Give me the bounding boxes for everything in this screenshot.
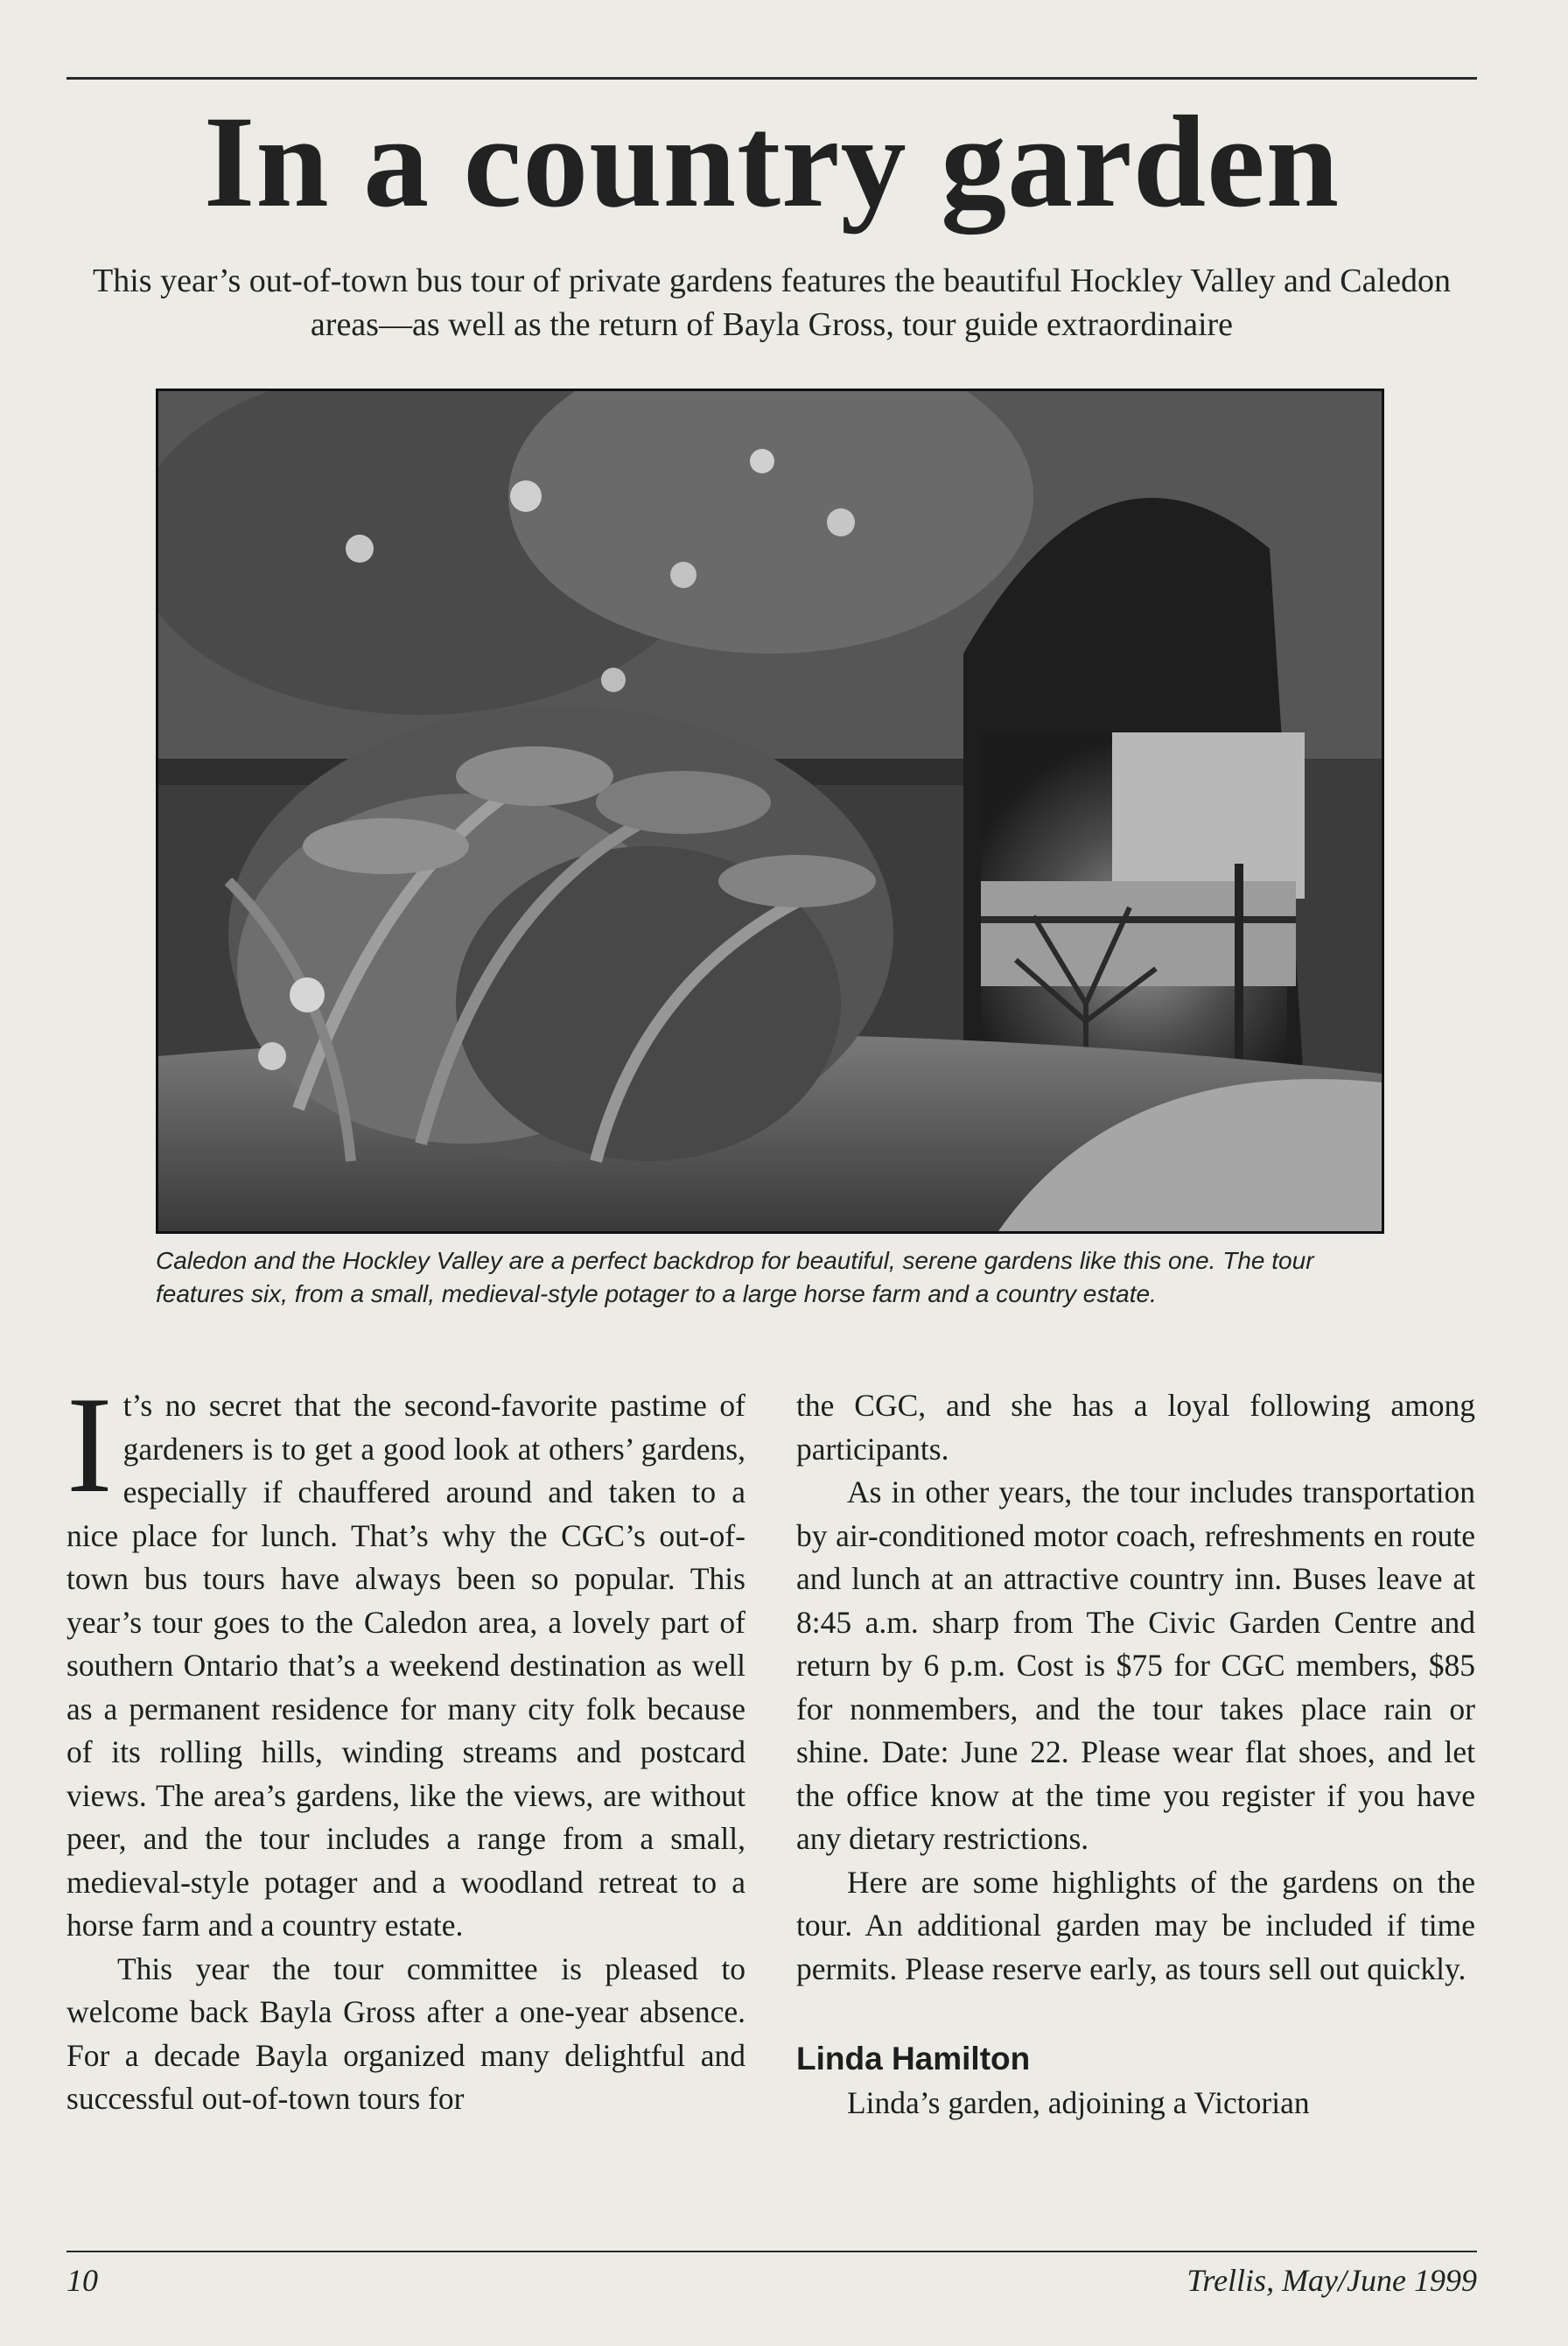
article-paragraph: Linda’s garden, adjoining a Victorian	[847, 2085, 1310, 2120]
publication-line: Trellis, May/June 1999	[1186, 2263, 1477, 2298]
photo-caption: Caledon and the Hockley Valley are a perfect backdrop for beautiful, serene gardens like this one. The tour features six, from a small, medieval-style potager to a large horse farm and a country estate.	[156, 1247, 1314, 1307]
garden-subhead: Linda Hamilton	[796, 2041, 1031, 2076]
spacer	[796, 1991, 1475, 2036]
paragraph-text: t’s no secret that the second-favorite pastime of gardeners is to get a good look at others’ gardens, especially if chauffered around and taken to a nice place for lunch. That’s why the CGC’s out-of-town bus tours have always been so popular. This year’s tour goes to the Caledon area, a lovely part of southern Ontario that’s a weekend destination as well as a permanent residence for many city folk because of its rolling hills, winding streams and postcard views. The area’s gardens, like the views, are without peer, and the tour includes a range from a small, medieval-style potager and a woodland retreat to a horse farm and a country estate.	[66, 1388, 746, 1943]
article-paragraph: As in other years, the tour includes transportation by air-conditioned motor coach, refreshments en route and lunch at an attractive country inn. Buses leave at 8:45 a.m. sharp from The Civic Garden Centre and return by 6 p.m. Cost is $75 for CGC members, $85 for nonmembers, and the tour takes place rain or shine. Date: June 22. Please wear flat shoes, and let the office know at the time you register if you have any dietary restrictions.	[796, 1474, 1475, 1856]
article-paragraph	[66, 1369, 746, 1948]
garden-photo-illustration	[158, 391, 1382, 1231]
headline: In a country garden	[203, 89, 1340, 235]
drop-cap: I	[66, 1369, 113, 1522]
article-paragraph: Here are some highlights of the gardens on the tour. An additional garden may be included if time permits. Please reserve early, as tours sell out quickly.	[796, 1864, 1475, 1986]
article-column-right	[796, 1384, 1475, 2125]
top-rule	[66, 77, 1477, 80]
article-paragraph: This year the tour committee is pleased to welcome back Bayla Gross after a one-year absence. For a decade Bayla organized many delightful and successful out-of-town tours for	[66, 1950, 746, 2116]
deck: This year’s out-of-town bus tour of private gardens features the beautiful Hockley Valley and Caledon areas—as well as the return of Bayla Gross, tour guide extraordinaire	[93, 263, 1451, 343]
article-column-left	[66, 1369, 746, 2121]
article-paragraph: the CGC, and she has a loyal following among participants.	[796, 1388, 1475, 1467]
garden-photo	[156, 389, 1384, 1234]
bottom-rule	[66, 2251, 1477, 2252]
page-number: 10	[66, 2263, 98, 2298]
